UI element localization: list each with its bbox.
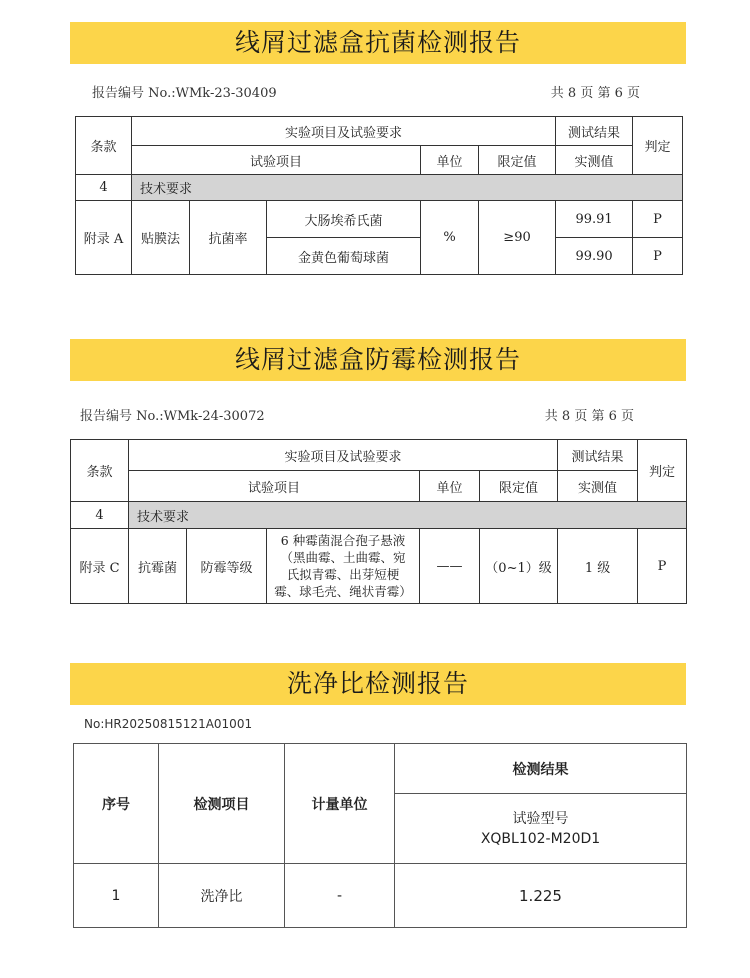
row-clause: 附录 A — [76, 201, 132, 275]
row-unit: —— — [420, 529, 480, 604]
row-property: 抗菌率 — [190, 201, 267, 275]
report3-number: No:HR20250815121A01001 — [84, 717, 253, 731]
report1-table — [75, 116, 683, 275]
measured-header: 实测值 — [558, 471, 638, 502]
report2-page-info: 共 8 页 第 6 页 — [544, 409, 634, 424]
judgment-header: 判定 — [638, 440, 687, 502]
judge-value: P — [633, 201, 683, 238]
report2-number: 报告编号 No.:WMk-24-30072 — [80, 409, 265, 424]
unit-header: 单位 — [421, 146, 479, 175]
judge-value: P — [633, 238, 683, 275]
measured-value: 99.90 — [556, 238, 633, 275]
organism-cell: 金黄色葡萄球菌 — [267, 238, 421, 275]
judgment-header: 判定 — [633, 117, 683, 175]
report1-number: 报告编号 No.:WMk-23-30409 — [92, 86, 277, 101]
item-header: 检测项目 — [159, 744, 285, 864]
test-items-requirements-header: 实验项目及试验要求 — [129, 440, 558, 471]
model-number: XQBL102-M20D1 — [480, 830, 601, 847]
unit-header: 单位 — [420, 471, 480, 502]
report2-table — [70, 439, 687, 604]
test-item-header: 试验项目 — [132, 146, 421, 175]
mold-description — [267, 529, 420, 604]
mold-description-line: 氏拟青霉、出芽短梗 — [286, 567, 400, 582]
mold-description-line: 霉、球毛壳、绳状青霉） — [274, 584, 412, 599]
measured-header: 实测值 — [556, 146, 633, 175]
clause-header: 条款 — [71, 440, 129, 502]
row-method: 抗霉菌 — [129, 529, 187, 604]
report3-table — [73, 743, 687, 928]
unit-header: 计量单位 — [285, 744, 395, 864]
row-item: 洗净比 — [159, 864, 285, 928]
test-item-header: 试验项目 — [129, 471, 420, 502]
report3-banner: 洗净比检测报告 — [70, 663, 686, 705]
mold-description-line: 6 种霉菌混合孢子悬液 — [280, 533, 406, 548]
row-limit: ≥90 — [479, 201, 556, 275]
test-items-requirements-header: 实验项目及试验要求 — [132, 117, 556, 146]
row-value: 1.225 — [395, 864, 687, 928]
result-header: 检测结果 — [395, 744, 687, 794]
organism-cell: 大肠埃希氏菌 — [267, 201, 421, 238]
row-clause: 附录 C — [71, 529, 129, 604]
section-number: 4 — [76, 175, 132, 201]
model-label: 试验型号 — [512, 810, 569, 827]
row-seq: 1 — [74, 864, 159, 928]
judge-value: P — [638, 529, 687, 604]
limit-header: 限定值 — [480, 471, 558, 502]
section-label: 技术要求 — [132, 175, 683, 201]
row-method: 贴膜法 — [132, 201, 190, 275]
measured-value: 99.91 — [556, 201, 633, 238]
report1-page-info: 共 8 页 第 6 页 — [550, 86, 640, 101]
section-label: 技术要求 — [129, 502, 687, 529]
report1-banner: 线屑过滤盒抗菌检测报告 — [70, 22, 686, 64]
seq-header: 序号 — [74, 744, 159, 864]
row-limit: （0~1）级 — [480, 529, 558, 604]
measured-value: 1 级 — [558, 529, 638, 604]
clause-header: 条款 — [76, 117, 132, 175]
model-cell — [395, 794, 687, 864]
limit-header: 限定值 — [479, 146, 556, 175]
test-result-header: 测试结果 — [558, 440, 638, 471]
row-unit: % — [421, 201, 479, 275]
report2-banner: 线屑过滤盒防霉检测报告 — [70, 339, 686, 381]
section-number: 4 — [71, 502, 129, 529]
row-unit: - — [285, 864, 395, 928]
test-result-header: 测试结果 — [556, 117, 633, 146]
mold-description-line: （黑曲霉、土曲霉、宛 — [280, 550, 406, 565]
row-property: 防霉等级 — [187, 529, 267, 604]
